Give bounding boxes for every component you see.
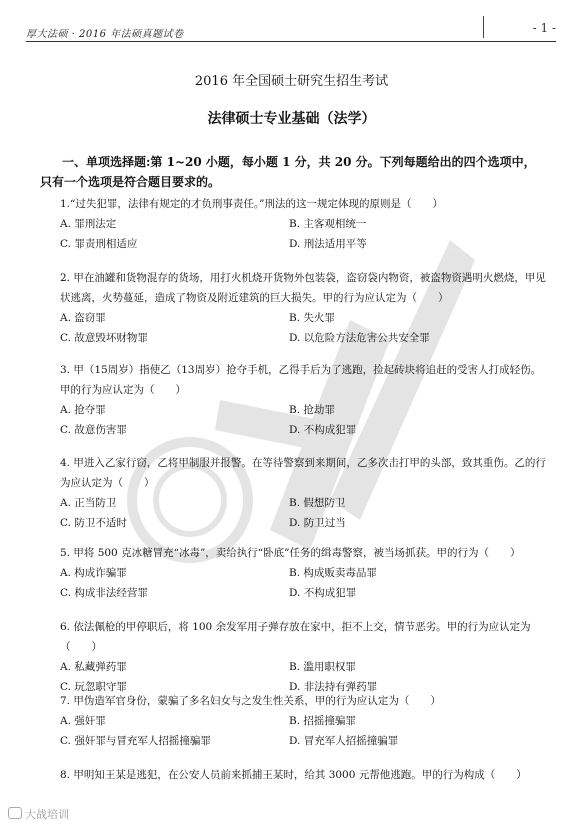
options [60, 400, 546, 440]
option-a: A. 构成诈骗罪 [60, 567, 127, 579]
option-a: A. 抢夺罪 [60, 404, 106, 416]
option-b: B. 构成贩卖毒品罪 [289, 567, 377, 579]
header-divider [483, 16, 484, 38]
options [60, 214, 546, 254]
options [60, 563, 546, 603]
header-title: 厚大法硕 · 2016 年法硕真题试卷 [26, 29, 184, 40]
option-a: A. 盗窃罪 [60, 312, 106, 324]
question-stem: 5. 甲将 500 克冰糖冒充“冰毒”，卖给执行“卧底”任务的缉毒警察，被当场抓获。甲的行为（ ） [60, 547, 521, 559]
question-stem: 1.“过失犯罪，法律有规定的才负刑事责任。”刑法的这一规定体现的原则是（ ） [60, 198, 444, 210]
option-b: B. 失火罪 [289, 312, 335, 324]
corner-watermark-text: 大战培训 [25, 808, 69, 821]
option-a: A. 正当防卫 [60, 497, 117, 509]
options [60, 308, 546, 348]
option-d: D. 以危险方法危害公共安全罪 [289, 332, 430, 344]
question-8 [60, 765, 546, 785]
option-a: A. 罪刑法定 [60, 218, 117, 230]
question-stem: 8. 甲明知王某是逃犯，在公安人员前来抓捕王某时，给其 3000 元帮他逃跑。甲的行为构成（ ） [60, 769, 527, 781]
option-b: B. 滥用职权罪 [289, 661, 356, 673]
section-heading: 一、单项选择题:第 1~20 小题，每小题 1 分，共 20 分。下列每题给出的四个选项中，只有一个选项是符合题目要求的。 [40, 155, 536, 189]
corner-watermark [8, 806, 69, 822]
page-header [26, 20, 556, 44]
option-d: D. 不构成犯罪 [289, 424, 357, 436]
option-c: C. 强奸罪与冒充军人招摇撞骗罪 [60, 735, 211, 747]
option-c: C. 故意毁坏财物罪 [60, 332, 148, 344]
question-5 [60, 543, 546, 603]
option-b: B. 主客观相统一 [289, 218, 367, 230]
header-rule [26, 41, 556, 42]
question-6 [60, 617, 546, 697]
exam-subject: 法律硕士专业基础（法学） [207, 111, 376, 127]
option-b: B. 招摇撞骗罪 [289, 715, 356, 727]
option-d: D. 非法持有弹药罪 [289, 681, 378, 693]
option-b: B. 假想防卫 [289, 497, 346, 509]
question-7 [60, 691, 546, 751]
options [60, 711, 546, 751]
page-number: - 1 - [532, 21, 556, 35]
question-stem: 6. 依法佩枪的甲停职后，将 100 余发军用子弹存放在家中，拒不上交，情节恶劣。甲的行为应认定为（ ） [60, 621, 531, 653]
question-4 [60, 453, 546, 533]
question-3 [60, 360, 546, 440]
option-c: C. 防卫不适时 [60, 517, 127, 529]
option-c: C. 构成非法经营罪 [60, 587, 148, 599]
question-stem: 4. 甲进入乙家行窃，乙将甲制服并报警。在等待警察到来期间，乙多次击打甲的头部，致其重伤。乙的行为应认定为（ ） [60, 457, 546, 489]
question-stem: 3. 甲（15周岁）指使乙（13周岁）抢夺手机，乙得手后为了逃跑，捡起砖块将追赶的受害人打成轻伤。甲的行为应认定为（ ） [60, 364, 542, 396]
option-a: A. 私藏弹药罪 [60, 661, 127, 673]
chat-icon [8, 807, 22, 819]
option-b: B. 抢劫罪 [289, 404, 335, 416]
options [60, 493, 546, 533]
question-1 [60, 194, 546, 254]
option-d: D. 刑法适用平等 [289, 238, 367, 250]
option-a: A. 强奸罪 [60, 715, 106, 727]
question-2 [60, 268, 546, 348]
question-stem: 7. 甲伪造军官身份，蒙骗了多名妇女与之发生性关系，甲的行为应认定为（ ） [60, 695, 441, 707]
option-d: D. 防卫过当 [289, 517, 346, 529]
option-d: D. 不构成犯罪 [289, 587, 357, 599]
option-c: C. 故意伤害罪 [60, 424, 127, 436]
option-c: C. 玩忽职守罪 [60, 681, 127, 693]
option-d: D. 冒充军人招摇撞骗罪 [289, 735, 399, 747]
exam-title: 2016 年全国硕士研究生招生考试 [194, 74, 389, 89]
option-c: C. 罪责刑相适应 [60, 238, 138, 250]
question-stem: 2. 甲在油罐和货物混存的货场，用打火机烧开货物外包装袋，盗窃袋内物资，被盗物资遇明火燃烧，甲见状逃离，火势蔓延，造成了物资及附近建筑的巨大损失。甲的行为应认定为（ ） [60, 272, 546, 304]
